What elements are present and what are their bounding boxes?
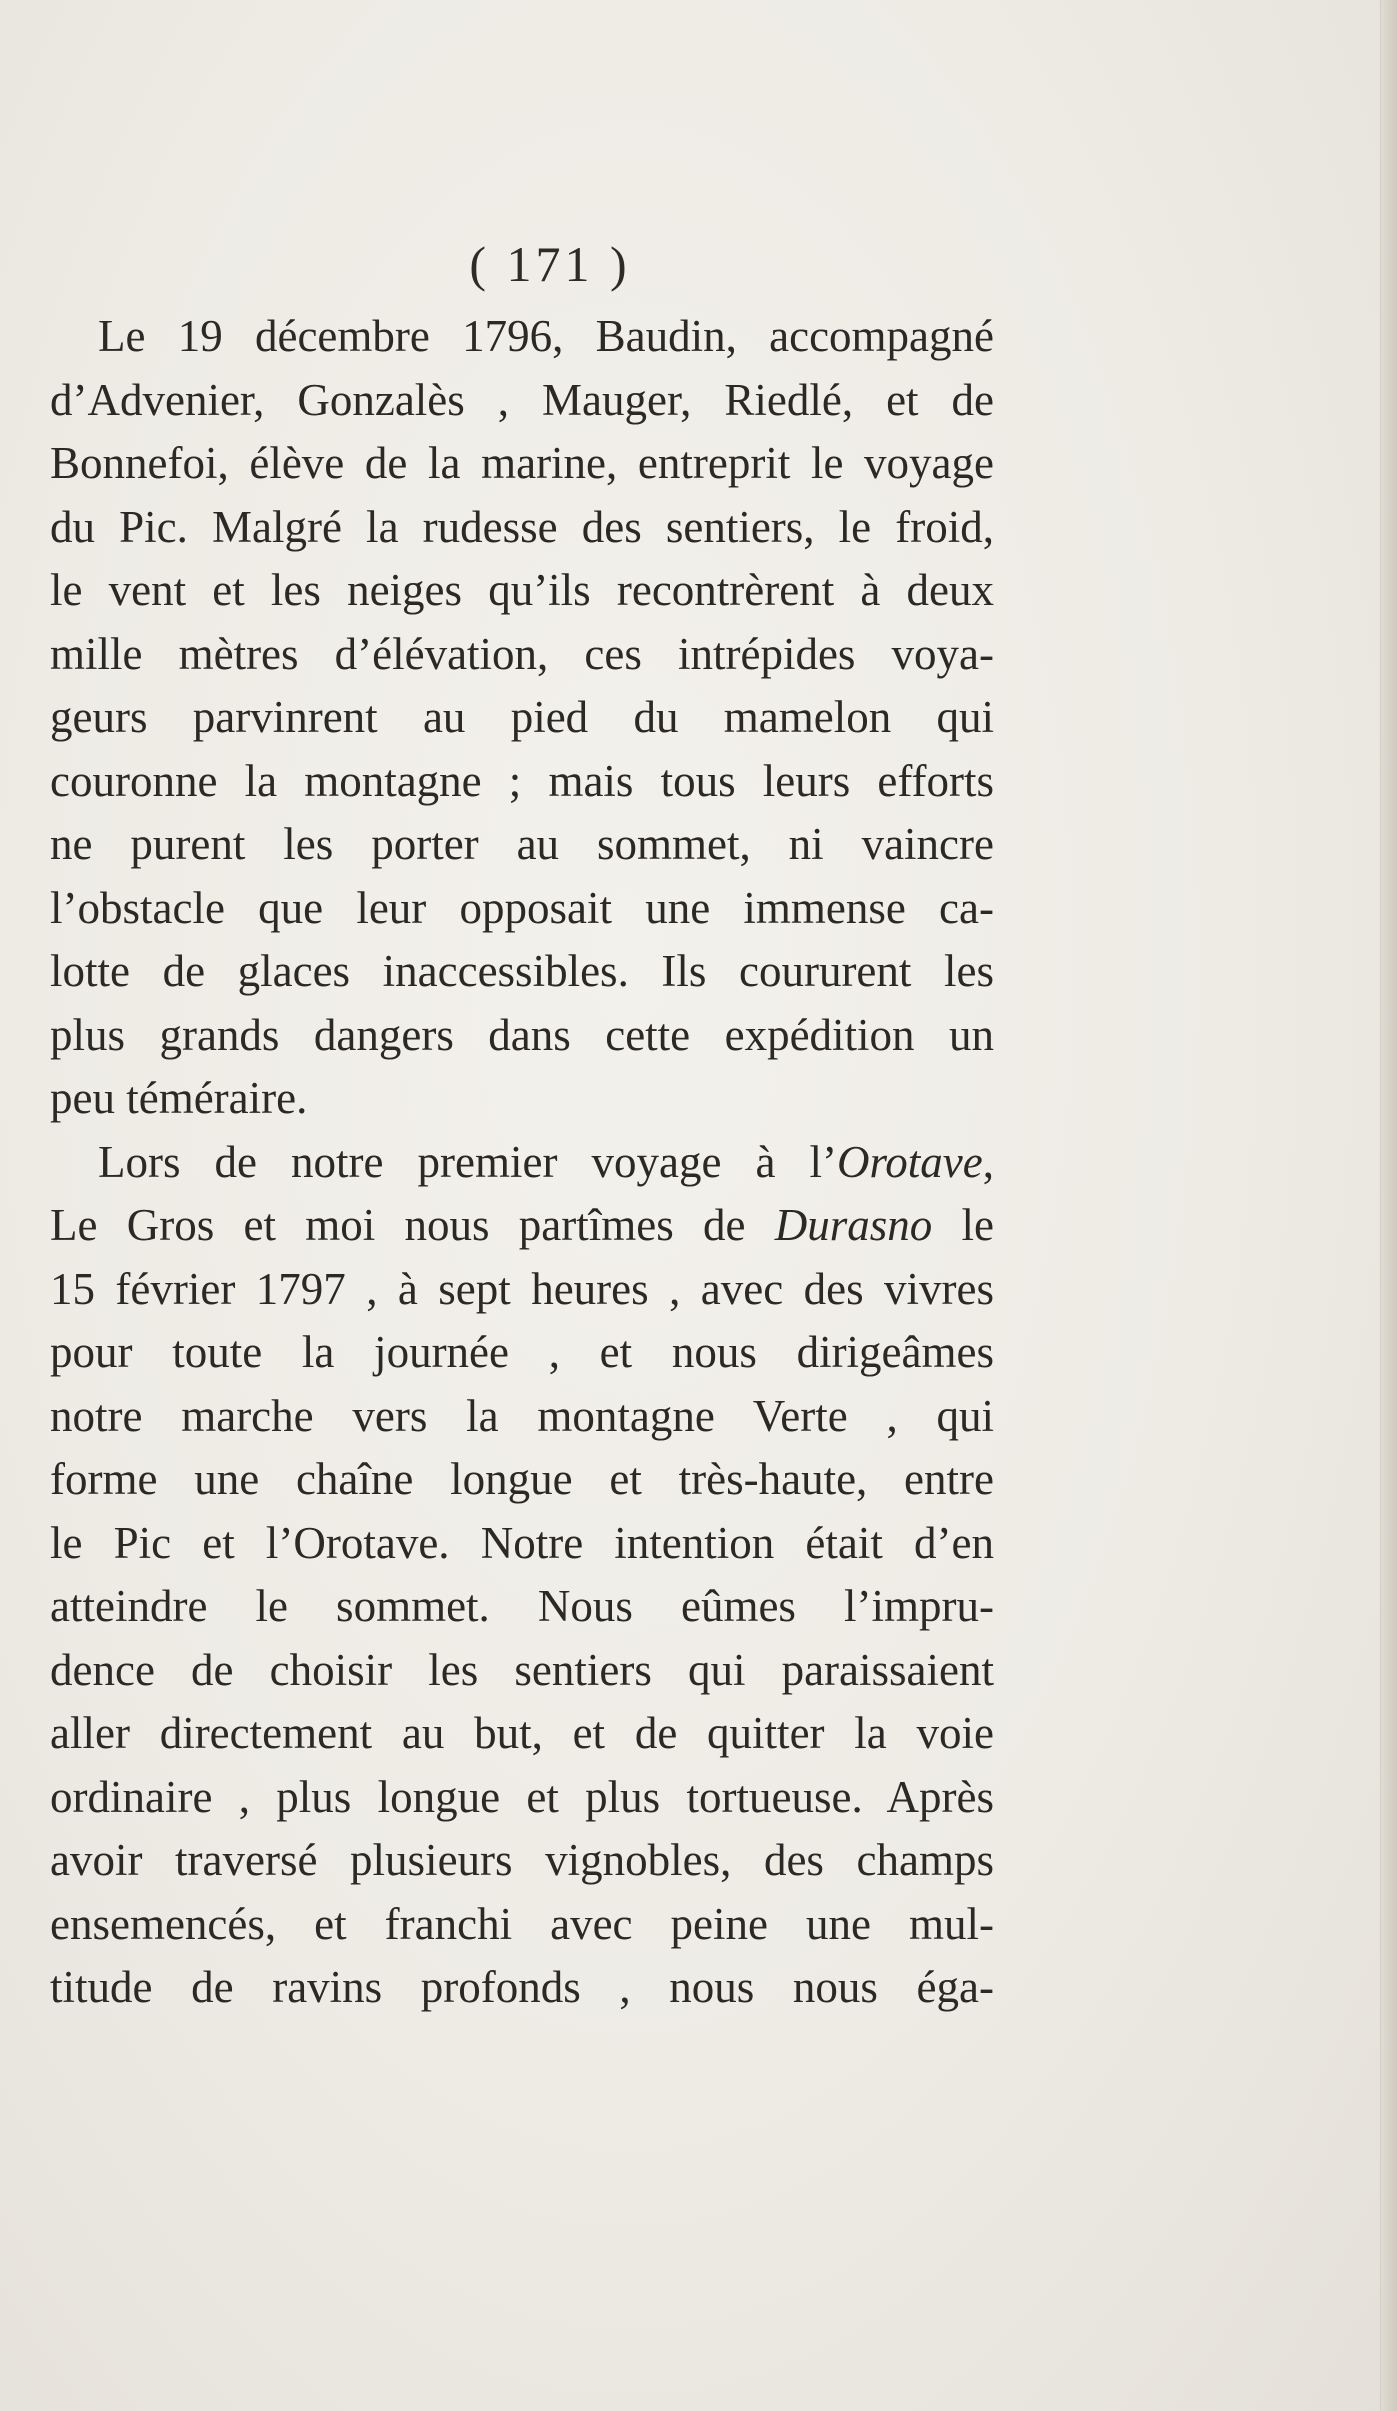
text-line: [50, 1194, 994, 1258]
text-line: l’obstacle que leur opposait une immense ca-: [50, 882, 994, 933]
text-line: le Pic et l’Orotave. Notre intention était d’en: [50, 1517, 994, 1568]
text-line: aller directement au but, et de quitter la voie: [50, 1708, 994, 1758]
body-text: [50, 305, 994, 2020]
text-segment: Le Gros et moi nous partîmes de: [50, 1200, 775, 1250]
text-line: avoir traversé plusieurs vignobles, des champs: [50, 1835, 994, 1885]
text-line: titude de ravins profonds , nous nous éga-: [50, 1962, 994, 2012]
text-line: dence de choisir les sentiers qui paraissaient: [50, 1644, 994, 1695]
text-line: plus grands dangers dans cette expédition un: [50, 1009, 994, 1060]
place-name-orotave: Orotave: [836, 1136, 983, 1187]
text-line: ne purent les porter au sommet, ni vaincre: [50, 819, 994, 869]
text-line: peu téméraire.: [50, 1073, 308, 1123]
text-line: d’Advenier, Gonzalès , Mauger, Riedlé, et de: [50, 374, 994, 425]
text-line: du Pic. Malgré la rudesse des sentiers, le froid,: [50, 501, 994, 552]
place-name-durasno: Durasno: [774, 1200, 933, 1250]
text-line: ordinaire , plus longue et plus tortueuse. Après: [50, 1771, 994, 1822]
text-line: le vent et les neiges qu’ils recontrèrent à deux: [50, 565, 994, 615]
page-number: ( 171 ): [469, 236, 631, 292]
text-line: forme une chaîne longue et très-haute, entre: [50, 1454, 994, 1504]
text-line: [50, 1131, 994, 1195]
text-segment: le: [932, 1200, 994, 1250]
text-line: Bonnefoi, élève de la marine, entreprit le voyage: [50, 438, 994, 488]
page-edge: [1380, 0, 1397, 2411]
text-segment: Lors de notre premier voyage à l’: [98, 1136, 837, 1187]
text-line: geurs parvinrent au pied du mamelon qui: [50, 692, 994, 742]
text-line: lotte de glaces inaccessibles. Ils coururent les: [50, 946, 994, 996]
text-line: couronne la montagne ; mais tous leurs efforts: [50, 755, 994, 806]
text-line: ensemencés, et franchi avec peine une mul-: [50, 1898, 994, 1949]
text-line: Le 19 décembre 1796, Baudin, accompagné: [98, 311, 994, 361]
text-line: 15 février 1797 , à sept heures , avec des vivres: [50, 1263, 994, 1314]
text-line: notre marche vers la montagne Verte , qui: [50, 1390, 994, 1441]
text-line: pour toute la journée , et nous dirigeâmes: [50, 1327, 994, 1377]
text-line: mille mètres d’élévation, ces intrépides voya-: [50, 628, 994, 679]
text-segment: ,: [982, 1136, 994, 1187]
text-line: atteindre le sommet. Nous eûmes l’impru-: [50, 1581, 994, 1631]
